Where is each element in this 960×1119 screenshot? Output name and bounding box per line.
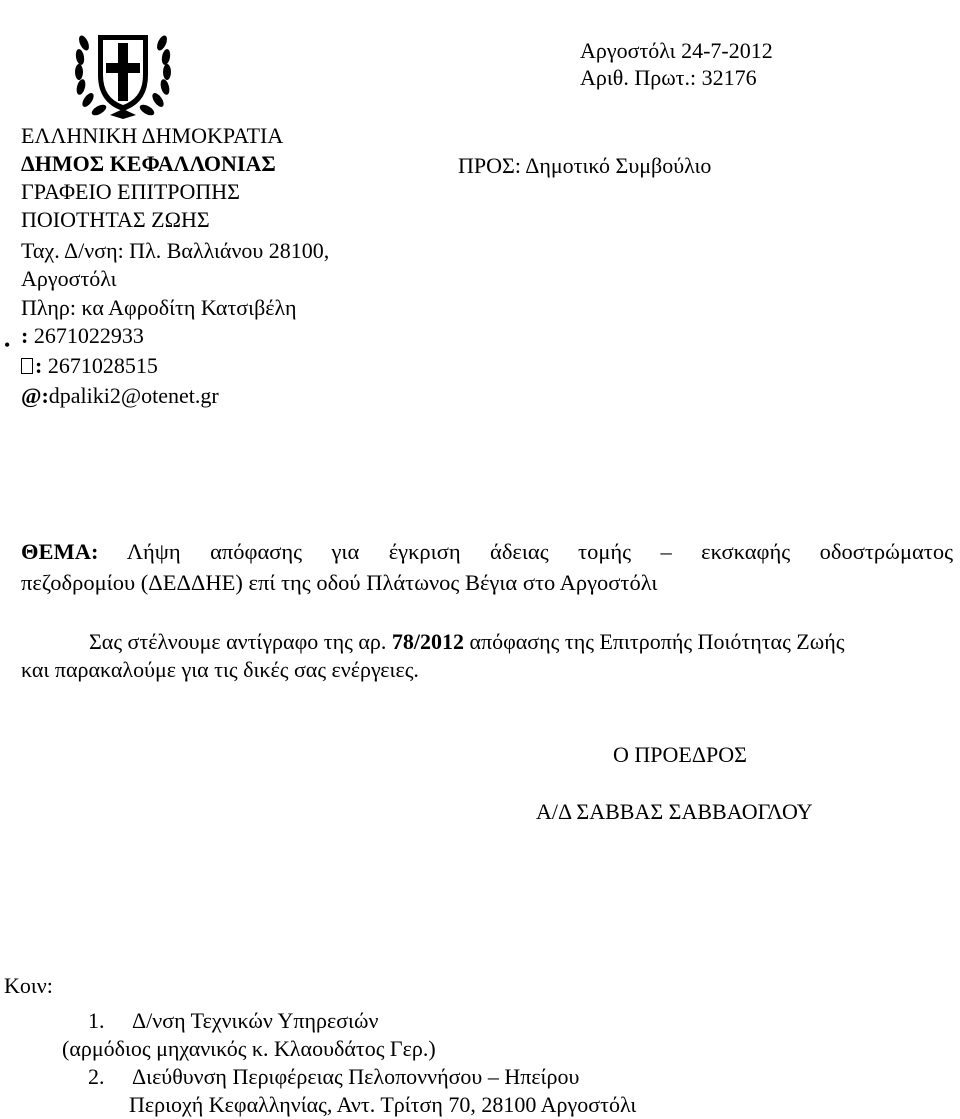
decision-number: 78/2012 bbox=[391, 629, 464, 654]
body-text-1: Σας στέλνουμε αντίγραφο της αρ. bbox=[89, 629, 392, 654]
place-and-date: Αργοστόλι 24-7-2012 bbox=[580, 38, 773, 63]
sender-city: Αργοστόλι bbox=[21, 266, 117, 291]
subject-label: ΘΕΜΑ: bbox=[21, 539, 99, 564]
sender-contact-person: Πληρ: κα Αφροδίτη Κατσιβέλη bbox=[21, 295, 297, 320]
fax-icon bbox=[21, 358, 33, 374]
cc-item-2-number: 2. bbox=[88, 1064, 105, 1089]
cc-item-2-line-2: Περιοχή Κεφαλληνίας, Αντ. Τρίτση 70, 28100 Αργοστόλι bbox=[129, 1092, 637, 1117]
coat-of-arms-emblem bbox=[74, 25, 172, 120]
email-label: @: bbox=[21, 383, 49, 408]
fax-label: : bbox=[35, 353, 43, 378]
phone-label: : bbox=[21, 323, 29, 348]
phone-number: 2671022933 bbox=[28, 323, 144, 348]
signature-title: Ο ΠΡΟΕΔΡΟΣ bbox=[613, 742, 747, 767]
sender-address: Ταχ. Δ/νση: Πλ. Βαλλιάνου 28100, bbox=[21, 238, 330, 263]
body-line-2: και παρακαλούμε για τις δικές σας ενέργειες. bbox=[21, 657, 419, 682]
cc-item-1-line-1: Δ/νση Τεχνικών Υπηρεσιών bbox=[132, 1008, 379, 1033]
cc-item-2-line-1: Διεύθυνση Περιφέρειας Πελοποννήσου – Ηπείρου bbox=[132, 1064, 580, 1089]
fax-number: 2671028515 bbox=[42, 353, 158, 378]
cc-label: Κοιν: bbox=[4, 973, 53, 998]
sender-committee: ΠΟΙΟΤΗΤΑΣ ΖΩΗΣ bbox=[21, 207, 210, 232]
phone-icon: • bbox=[4, 335, 11, 355]
sender-office: ΓΡΑΦΕΙΟ ΕΠΙΤΡΟΠΗΣ bbox=[21, 179, 240, 204]
cc-item-1-line-2: (αρμόδιος μηχανικός κ. Κλαουδάτος Γερ.) bbox=[62, 1036, 436, 1061]
cc-item-1-number: 1. bbox=[88, 1008, 105, 1033]
sender-republic: ΕΛΛΗΝΙΚΗ ΔΗΜΟΚΡΑΤΙΑ bbox=[21, 123, 284, 148]
signature-name: Α/Δ ΣΑΒΒΑΣ ΣΑΒΒΑΟΓΛΟΥ bbox=[536, 799, 813, 824]
subject-text-1: Λήψη απόφασης για έγκριση άδειας τομής – εκσκαφής οδοστρώματος bbox=[126, 539, 953, 564]
subject-line-2: πεζοδρομίου (ΔΕΔΔΗΕ) επί της οδού Πλάτωνος Βέγια στο Αργοστόλι bbox=[21, 570, 658, 595]
email-address[interactable]: dpaliki2@otenet.gr bbox=[48, 383, 219, 408]
body-line-1 bbox=[21, 628, 957, 656]
body-paragraph bbox=[21, 628, 957, 684]
recipient: ΠΡΟΣ: Δημοτικό Συμβούλιο bbox=[458, 153, 712, 178]
subject-line-1 bbox=[21, 536, 953, 567]
sender-fax-row bbox=[21, 355, 158, 377]
sender-municipality: ΔΗΜΟΣ ΚΕΦΑΛΛΟΝΙΑΣ bbox=[21, 151, 276, 176]
protocol-number: Αριθ. Πρωτ.: 32176 bbox=[580, 65, 757, 90]
body-text-2: απόφασης της Επιτροπής Ποιότητας Ζωής bbox=[463, 629, 845, 654]
subject-paragraph bbox=[21, 536, 953, 598]
sender-phone-row bbox=[21, 325, 144, 347]
sender-email-row bbox=[21, 385, 219, 407]
